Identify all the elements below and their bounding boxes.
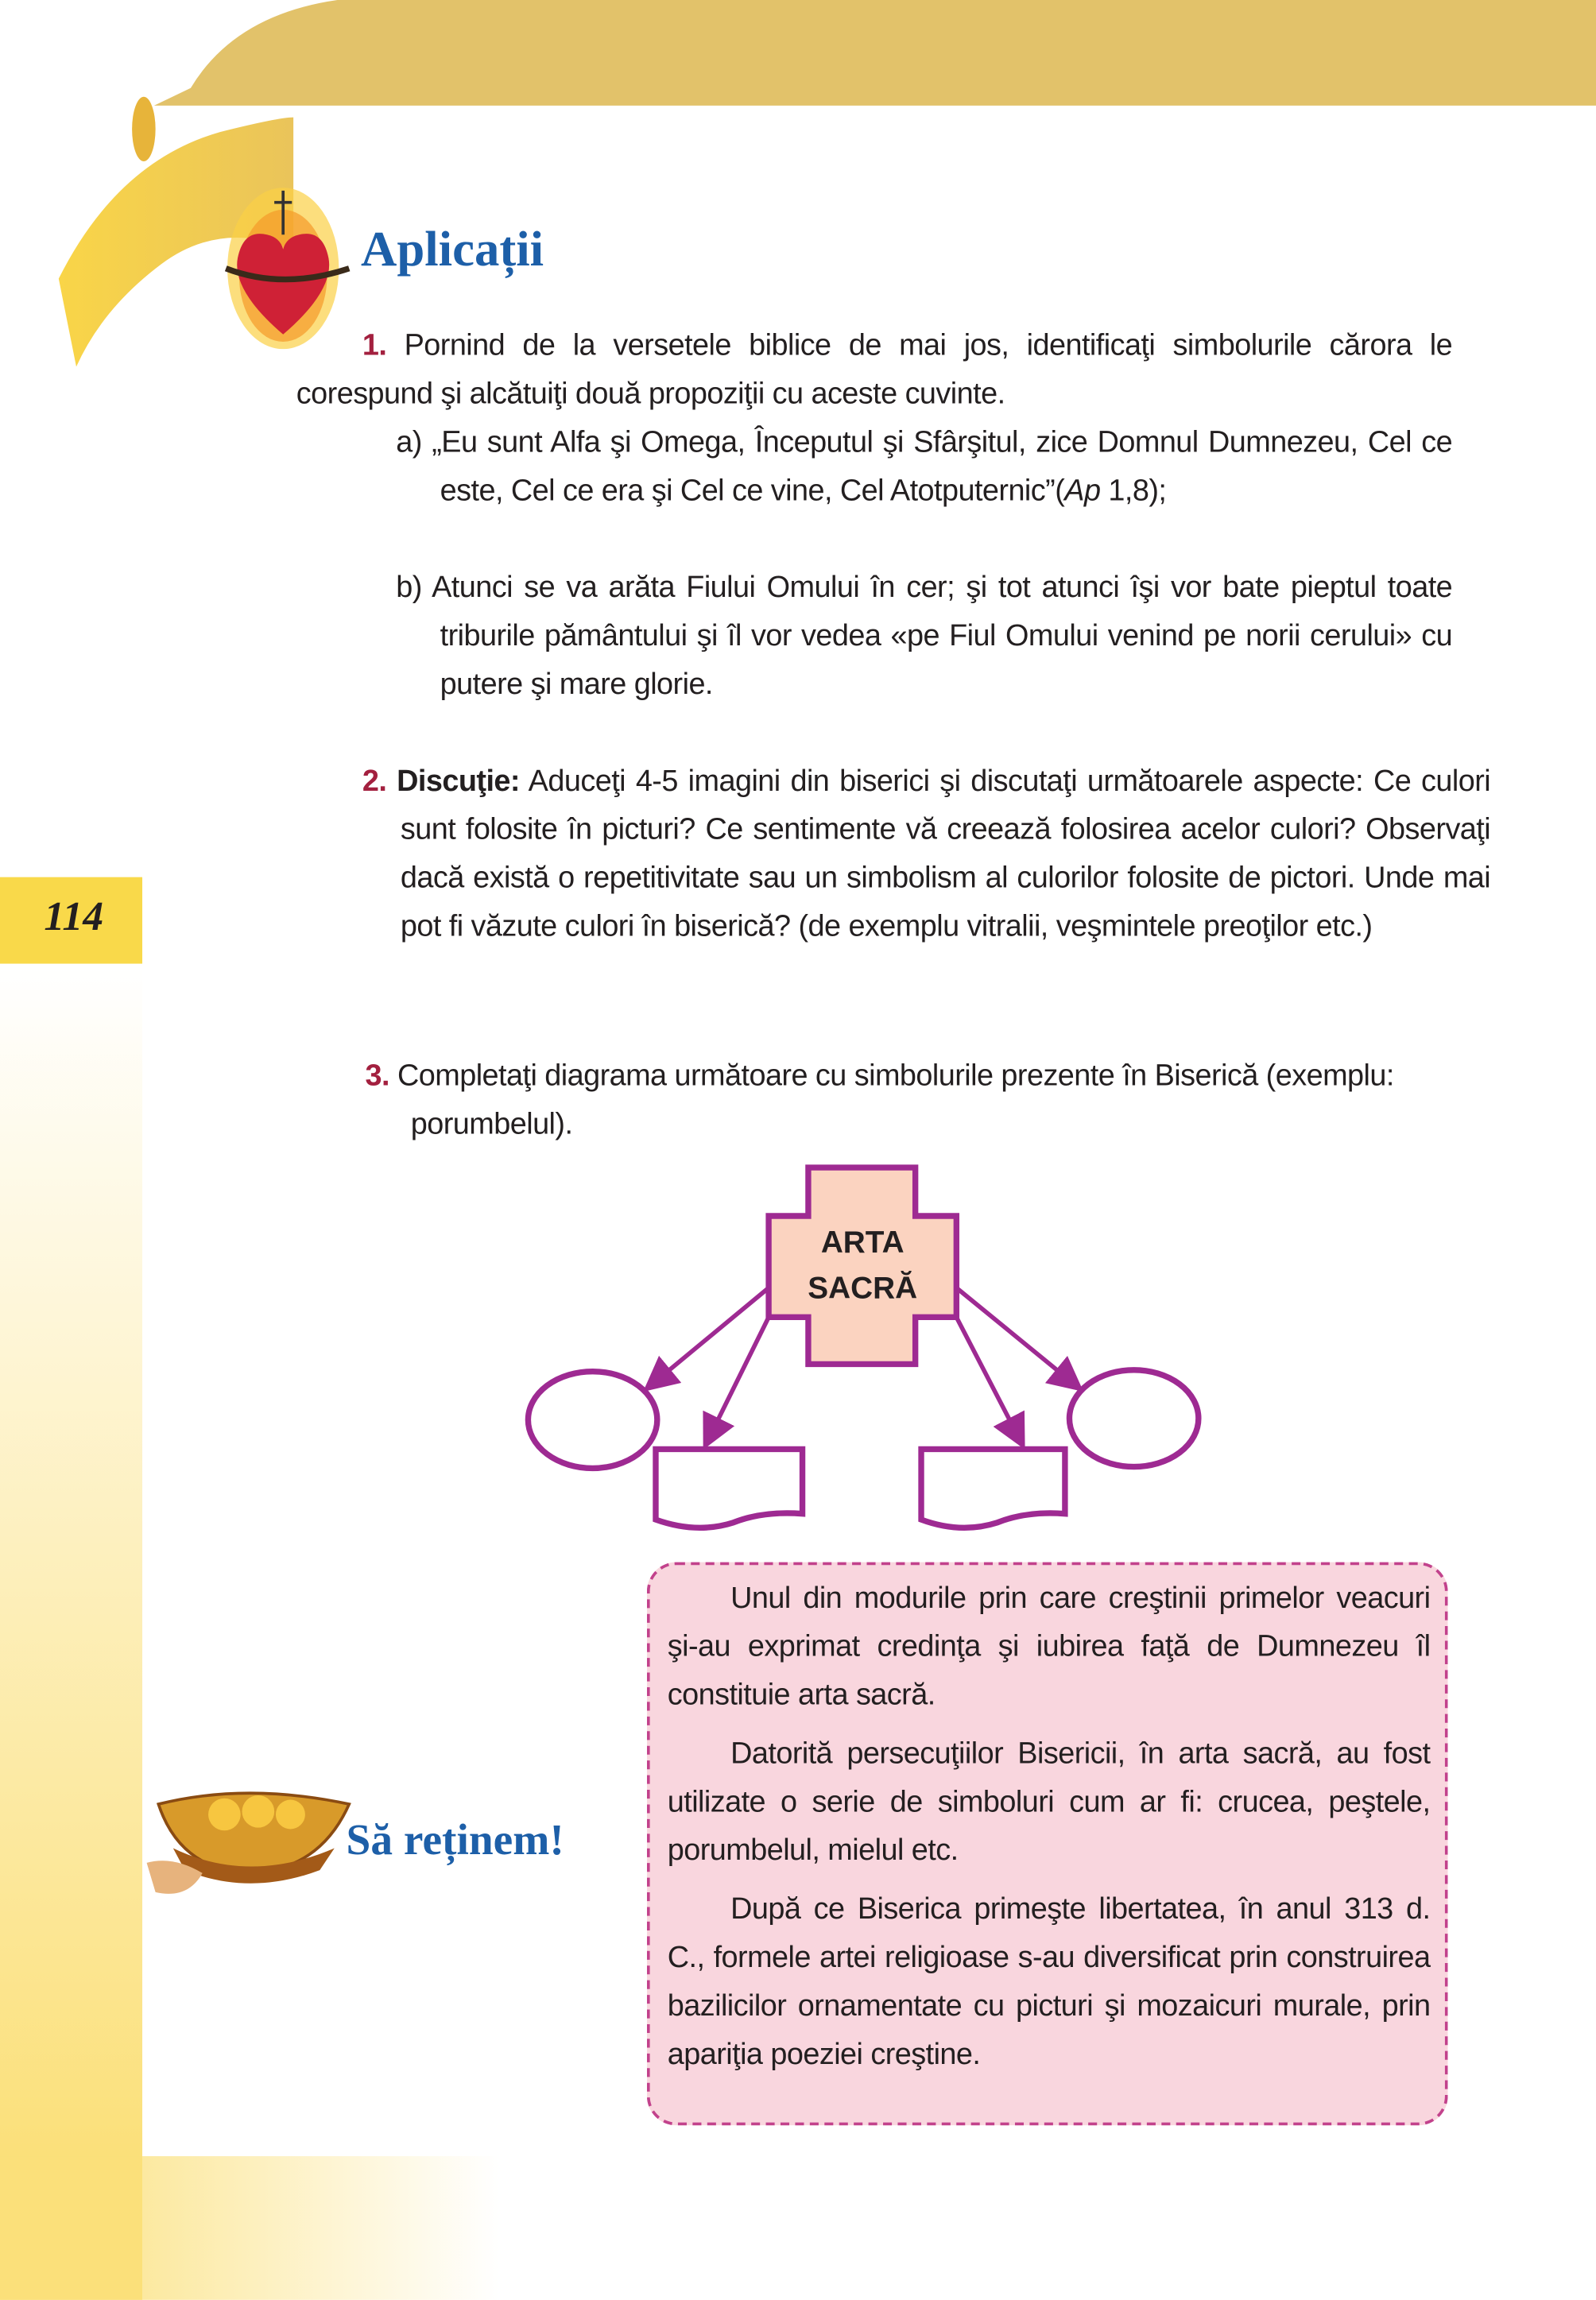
exercise-text: Pornind de la versetele biblice de mai jos, identificaţi simbolurile cărora le corespund şi alcătuiţi două propoziţii cu aceste cuvinte. <box>296 328 1453 411</box>
exercise-text: Aduceţi 4-5 imagini din biserici şi discutaţi următoarele aspecte: Ce culori sunt folosite în picturi? Ce sentimente vă creează folosirea acelor culori? Observaţi dacă există o repetitivitate sau un simbolism al culorilor folosite de pictori. Unde mai pot fi văzute culori în biserică? (de exemplu vitralii, veşmintele preoţilor etc.) <box>400 764 1491 943</box>
item-text: Atunci se va arăta Fiului Omului în cer; şi tot atunci îşi vor bate pieptul toate triburile pământului şi îl vor vedea «pe Fiul Omului venind pe norii cerului» cu putere şi mare glorie. <box>432 570 1453 702</box>
remember-box <box>647 1562 1448 2126</box>
discussion-label: Discuţie: <box>397 764 520 799</box>
arrow <box>650 1287 769 1386</box>
exercise-number: 2. <box>362 764 387 799</box>
item-text: „Eu sunt Alfa şi Omega, Începutul şi Sfârşitul, zice Domnul Dumnezeu, Cel ce este, Cel ce era şi Cel ce vine, Cel Atotputernic”( <box>432 425 1453 508</box>
exercise-number: 1. <box>362 328 387 362</box>
empty-document-right <box>921 1449 1065 1528</box>
empty-ellipse-left <box>528 1372 657 1469</box>
remember-title: Să reținem! <box>346 1815 564 1864</box>
exercise-number: 3. <box>365 1059 390 1093</box>
section-title: Aplicații <box>361 223 544 277</box>
empty-ellipse-right <box>1069 1370 1198 1467</box>
arrow <box>956 1317 1021 1442</box>
arrow <box>707 1317 769 1442</box>
diagram-center-label <box>769 1221 956 1311</box>
exercise-text: Completaţi diagrama următoare cu simbolurile prezente în Biserică (exemplu: porumbelul). <box>397 1059 1394 1141</box>
bible-reference: Ap <box>1064 474 1101 508</box>
remember-paragraph: După ce Biserica primeşte libertatea, în anul 313 d. C., formele artei religioase s-au diversificat prin construirea bazilicilor ornamentate cu picturi şi mozaicuri murale, prin apariţia poeziei creştine. <box>667 1891 1431 2071</box>
remember-paragraph: Datorită persecuţiilor Bisericii, în arta sacră, au fost utilizate o serie de simboluri cum ar fi: crucea, peştele, porumbelul, mielul etc. <box>667 1737 1431 1868</box>
treasure-vessel-icon <box>144 1782 357 1914</box>
center-label-line1: ARTA <box>820 1226 905 1260</box>
center-label-line2: SACRĂ <box>808 1272 918 1306</box>
empty-document-left <box>656 1449 803 1528</box>
bible-reference-tail: 1,8); <box>1100 474 1167 508</box>
remember-paragraph: Unul din modurile prin care creştinii primelor veacuri şi-au exprimat credinţa şi iubirea faţă de Dumnezeu îl constituie arta sacră. <box>667 1581 1431 1712</box>
page-number: 114 <box>44 894 104 941</box>
arrow <box>956 1287 1076 1386</box>
item-label: a) <box>396 425 422 459</box>
item-label: b) <box>396 570 422 605</box>
